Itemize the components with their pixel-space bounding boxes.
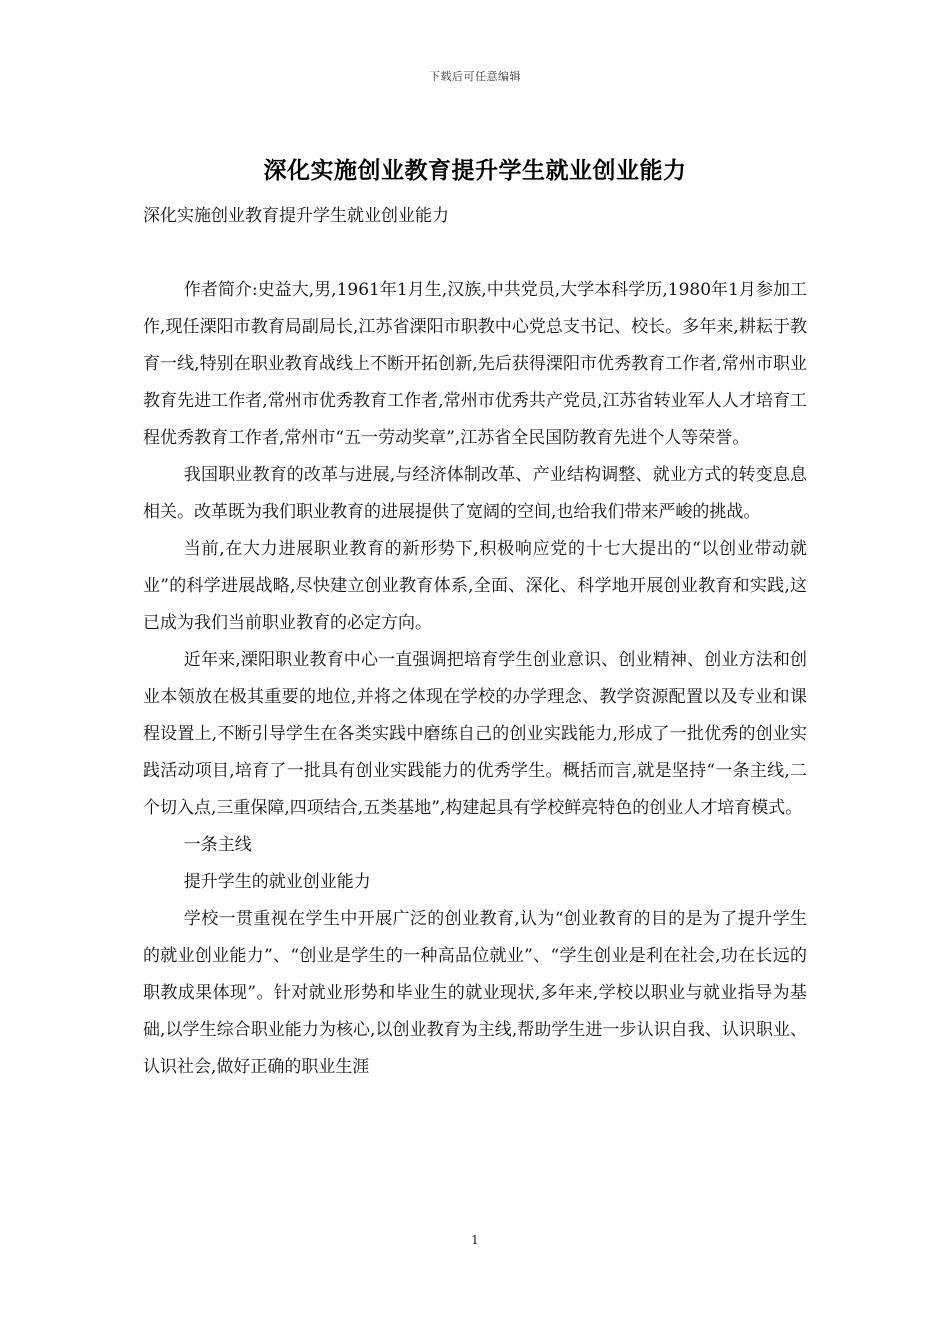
body-paragraph: 近年来,溧阳职业教育中心一直强调把培育学生创业意识、创业精神、创业方法和创业本领放在极其重要的地位,并将之体现在学校的办学理念、教学资源配置以及专业和课程设置上,不断引导学生在各类实践中磨练自己的创业实践能力,形成了一批优秀的创业实践活动项目,培育了一批具有创业实践能力的优秀学生。概括而言,就是坚持“一条主线,二个切入点,三重保障,四项结合,五类基地”,构建起具有学校鲜亮特色的创业人才培育模式。 xyxy=(143,650,807,818)
header-note: 下载后可任意编辑 xyxy=(429,70,521,83)
section-subheading: 提升学生的就业创业能力 xyxy=(183,872,371,892)
author-bio-paragraph: 作者简介:史益大,男,1961年1月生,汉族,中共党员,大学本科学历,1980年1月参加工作,现任溧阳市教育局副局长,江苏省溧阳市职教中心党总支书记、校长。多年来,耕耘于教育一线,特别在职业教育战线上不断开拓创新,先后获得溧阳市优秀教育工作者,常州市职业教育先进工作者,常州市优秀教育工作者,常州市优秀共产党员,江苏省转业军人人才培育工程优秀教育工作者,常州市“五一劳动奖章”,江苏省全民国防教育先进个人等荣誉。 xyxy=(143,280,807,448)
body-paragraph: 当前,在大力进展职业教育的新形势下,积极响应党的十七大提出的“以创业带动就业”的科学进展战略,尽快建立创业教育体系,全面、深化、科学地开展创业教育和实践,这已成为我们当前职业教育的必定方向。 xyxy=(143,539,807,633)
body-paragraph: 我国职业教育的改革与进展,与经济体制改革、产业结构调整、就业方式的转变息息相关。改革既为我们职业教育的进展提供了宽阔的空间,也给我们带来严峻的挑战。 xyxy=(143,465,807,522)
body-paragraph: 学校一贯重视在学生中开展广泛的创业教育,认为“创业教育的目的是为了提升学生的就业创业能力”、“创业是学生的一种高品位就业”、“学生创业是利在社会,功在长远的职教成果体现”。针对就业形势和毕业生的就业现状,多年来,学校以职业与就业指导为基础,以学生综合职业能力为核心,以创业教育为主线,帮助学生进一步认识自我、认识职业、认识社会,做好正确的职业生涯 xyxy=(143,909,807,1077)
document-title: 深化实施创业教育提升学生就业创业能力 xyxy=(263,157,687,184)
section-heading: 一条主线 xyxy=(183,835,252,855)
document-body xyxy=(143,198,807,1086)
page-number: 1 xyxy=(471,1233,479,1247)
document-subtitle: 深化实施创业教育提升学生就业创业能力 xyxy=(143,206,449,226)
